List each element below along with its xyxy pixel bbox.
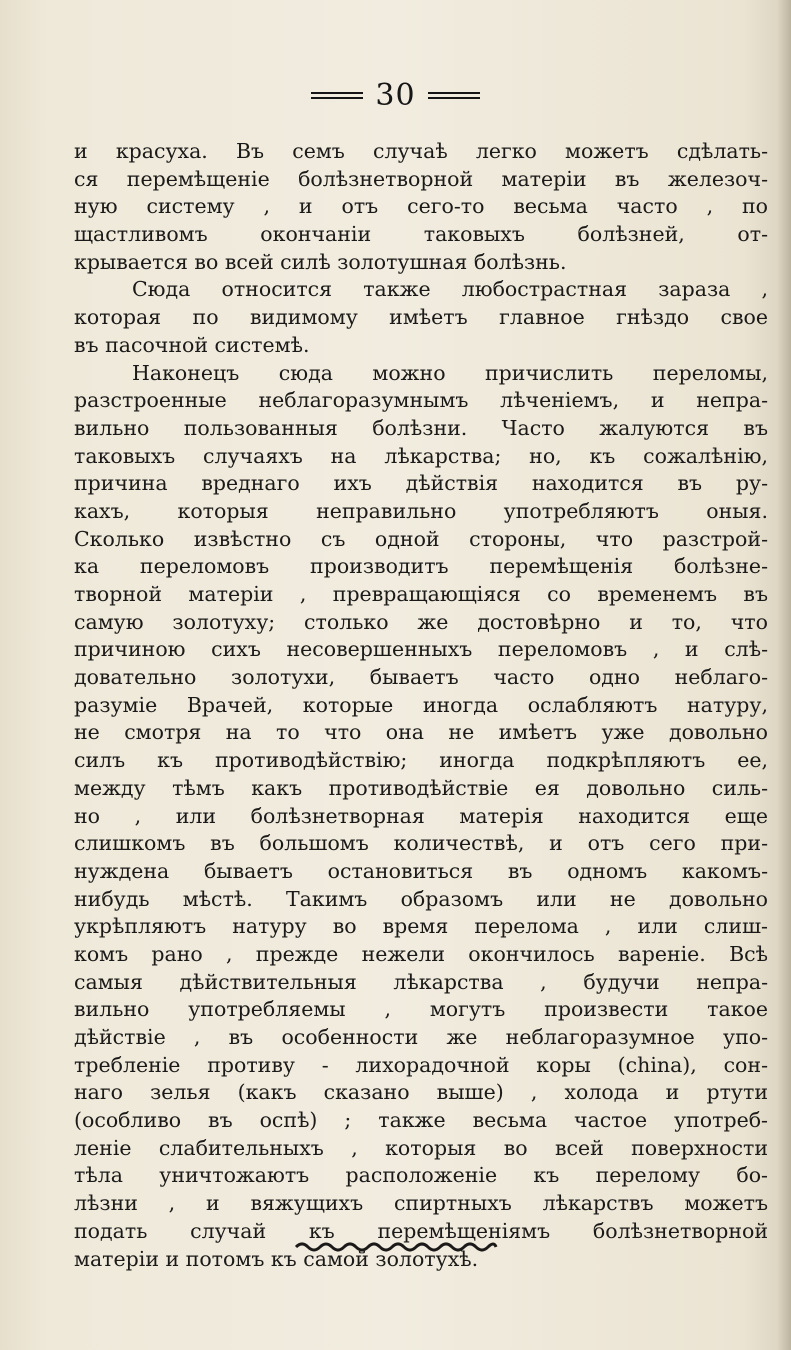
text-line: Сюда относится также любострастная зараза , xyxy=(132,277,768,302)
text-line: довательно золотухи, бываетъ часто одно неблаго- xyxy=(74,665,768,690)
text-line: комъ рано , прежде нежели окончилось вареніе. Всѣ xyxy=(74,941,768,966)
header-rule-right xyxy=(428,92,480,99)
text-line: вильно употребляемы , могутъ произвести такое xyxy=(74,997,768,1022)
body-text xyxy=(74,138,768,1273)
text-line: творной матеріи , превращающіяся со временемъ въ xyxy=(74,582,768,606)
text-line: наго зелья (какъ сказано выше) , холода и ртути xyxy=(74,1080,768,1105)
text-line: нибудь мѣстѣ. Такимъ образомъ или не довольно xyxy=(74,886,768,911)
end-ornament xyxy=(0,1240,791,1259)
text-line: въ пасочной системѣ. xyxy=(74,332,310,357)
header-rule-left xyxy=(311,92,363,99)
text-line: между тѣмъ какъ противодѣйствіе ея довольно силь- xyxy=(74,775,768,800)
text-line: Наконецъ сюда можно причислить переломы, xyxy=(132,360,768,385)
text-line: тѣла уничтожаютъ расположеніе къ перелому бо- xyxy=(74,1163,768,1188)
text-line: крывается во всей силѣ золотушная болѣзнь. xyxy=(74,249,567,274)
page-number: 30 xyxy=(375,78,416,113)
text-line: кахъ, которыя неправильно употребляютъ оныя. xyxy=(74,498,768,523)
text-line: ся перемѣщеніе болѣзнетворной матеріи въ железоч- xyxy=(74,166,768,191)
text-line: требленіе противу - лихорадочной коры (china), сон- xyxy=(74,1052,768,1077)
text-line: щастливомъ окончаніи таковыхъ болѣзней, от- xyxy=(74,222,768,247)
text-line: самую золотуху; столько же достовѣрно и то, что xyxy=(74,609,768,634)
text-line: силъ къ противодѣйствію; иногда подкрѣпляютъ ее, xyxy=(74,748,768,773)
text-line: леніе слабительныхъ , которыя во всей поверхности xyxy=(74,1135,768,1160)
text-line: ную систему , и отъ сего-то весьма часто , по xyxy=(74,194,768,219)
text-line: причина вреднаго ихъ дѣйствія находится въ ру- xyxy=(74,471,768,496)
text-line: ка переломовъ производитъ перемѣщенія болѣзне- xyxy=(74,554,768,579)
text-line: самыя дѣйствительныя лѣкарства , будучи непра- xyxy=(74,969,768,994)
text-line: таковыхъ случаяхъ на лѣкарства; но, къ сожалѣнію, xyxy=(74,443,768,468)
text-line: дѣйствіе , въ особенности же неблагоразумное упо- xyxy=(74,1025,768,1049)
text-line: слишкомъ въ большомъ количествѣ, и отъ сего при- xyxy=(74,831,768,856)
page-header xyxy=(0,78,791,118)
text-line: (особливо въ оспѣ) ; также весьма частое употреб- xyxy=(74,1108,768,1133)
text-line: разстроенные неблагоразумнымъ лѣченіемъ, и непра- xyxy=(74,388,768,413)
text-line: разуміе Врачей, которые иногда ослабляютъ натуру, xyxy=(74,692,768,717)
text-line: Сколько извѣстно съ одной стороны, что разстрой- xyxy=(74,526,768,551)
text-line: вильно пользованныя болѣзни. Часто жалуются въ xyxy=(74,415,768,440)
text-line: не смотря на то что она не имѣетъ уже довольно xyxy=(74,720,768,745)
text-line: которая по видимому имѣетъ главное гнѣздо свое xyxy=(74,305,768,330)
text-line: лѣзни , и вяжущихъ спиртныхъ лѣкарствъ можетъ xyxy=(74,1191,768,1216)
wave-ornament-icon xyxy=(294,1240,498,1254)
text-line: подать случай къ перемѣщеніямъ болѣзнетворной xyxy=(74,1218,768,1243)
text-line: укрѣпляютъ натуру во время перелома , или слиш- xyxy=(74,914,768,939)
text-line: и красуха. Въ семъ случаѣ легко можетъ сдѣлать- xyxy=(74,139,768,163)
text-line: матеріи и потомъ къ самой золотухѣ. xyxy=(74,1246,479,1271)
text-line: причиною сихъ несовершенныхъ переломовъ , и слѣ- xyxy=(74,637,768,662)
text-line: нуждена бываетъ остановиться въ одномъ какомъ- xyxy=(74,858,768,883)
page-edge-shadow xyxy=(777,0,791,1350)
text-line: но , или болѣзнетворная матерія находится еще xyxy=(74,803,768,828)
